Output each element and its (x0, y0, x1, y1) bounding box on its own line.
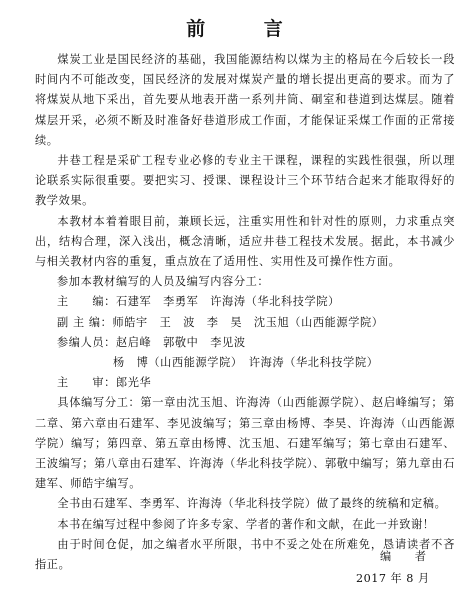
associate-editor: 副 主 编：师皓宇 王 波 李 昊 沈玉旭（山西能源学院） (57, 315, 384, 329)
signature-date: 2017 年 8 月 (356, 572, 430, 585)
paragraph-division: 具体编写分工：第一章由沈玉旭、许海涛（山西能源学院）、赵启峰编写；第二章、第六章由石建军、李见波编写；第三章由杨博、李昊、许海涛（山西能源学院）编写；第四章、第五章由杨博、沈玉旭、石建军编写；第七章由石建军、王波编写；第八章由石建军、许海涛（华北科技学院）、郭敬中编写；第九章由石建军、师皓宇编写。 (35, 396, 455, 491)
paragraph-apology: 由于时间仓促，加之编者水平所限，书中不妥之处在所难免，恳请读者不吝指正。 (35, 537, 455, 571)
reviewer: 主 审：郎光华 (57, 376, 152, 390)
preface-body (35, 50, 455, 575)
paragraph-principles: 本教材本着着眼目前，兼顾长远，注重实用性和针对性的原则，力求重点突出，结构合理，深入浅出，概念清晰，适应井巷工程技术发展。据此，本书减少与相关教材内容的重复，重点放在了适用性、实用性及可操作性方面。 (35, 214, 455, 269)
paragraph-final-edit: 全书由石建军、李勇军、许海涛（华北科技学院）做了最终的统稿和定稿。 (57, 497, 447, 511)
signature-author: 编 者 (380, 550, 436, 563)
staff-list (35, 272, 455, 393)
page-title: 前 言 (186, 18, 309, 40)
paragraph-thanks: 本书在编写过程中参阅了许多专家、学者的著作和文献，在此一并致谢！ (57, 517, 435, 531)
paragraph-course: 井巷工程是采矿工程专业必修的专业主干课程，课程的实践性很强，所以理论联系实际很重要。要把实习、授课、课程设计三个环节结合起来才能取得好的教学效果。 (35, 154, 455, 208)
staff-intro: 参加本教材编写的人员及编写内容分工： (57, 275, 270, 289)
participants-line-2: 杨 博（山西能源学院） 许海涛（华北科技学院） (113, 355, 379, 369)
paragraph-coal-industry: 煤炭工业是国民经济的基础，我国能源结构以煤为主的格局在今后较长一段时间内不可能改变，国民经济的发展对煤炭产量的增长提出更高的要求。而为了将煤炭从地下采出，首先要从地表开凿一系列井筒、硐室和巷道到达煤层。随着煤层开采，必须不断及时准备好巷道形成工作面，才能保证采煤工作面的正常接续。 (35, 53, 455, 147)
participants-line-1: 参编人员：赵启峰 郭敬中 李见波 (57, 335, 246, 349)
chief-editor: 主 编：石建军 李勇军 许海涛（华北科技学院） (57, 295, 340, 309)
